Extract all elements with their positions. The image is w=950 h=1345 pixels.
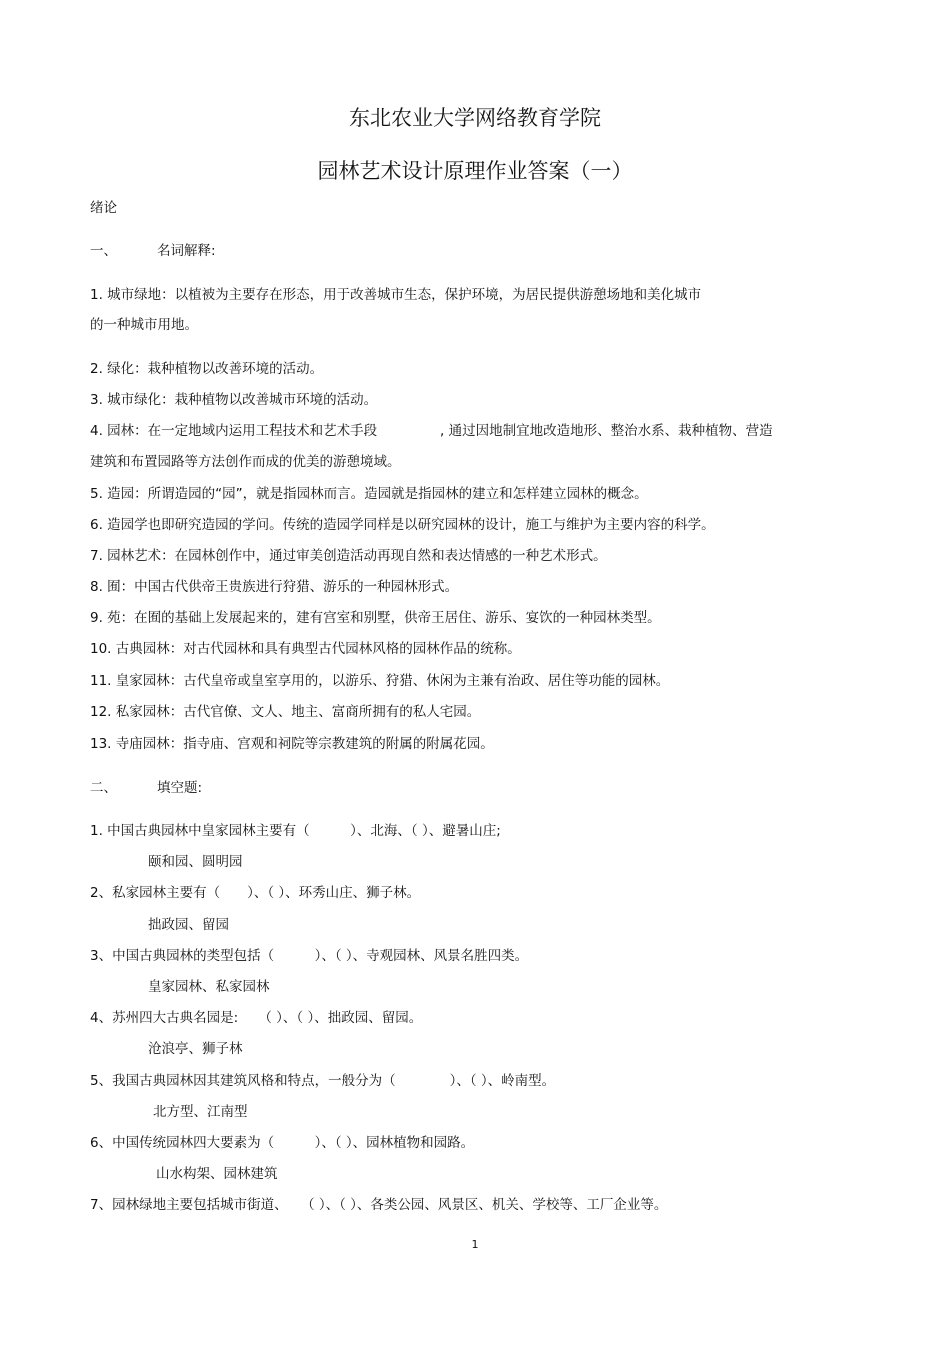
fill-question: 5、我国古典园林因其建筑风格和特点，一般分为（ ）、（ ）、岭南型。 <box>90 1073 556 1089</box>
fill-question: 1. 中国古典园林中皇家园林主要有（ ）、北海、（ ）、避暑山庄; <box>90 823 501 839</box>
fill-question: 4、苏州四大古典名园是: （ ）、（ ）、拙政园、留园。 <box>90 1010 423 1026</box>
term-item: 3. 城市绿化：栽种植物以改善城市环境的活动。 <box>90 392 378 408</box>
fill-answer: 拙政园、留园 <box>148 917 229 933</box>
term-item: 8. 囿：中国古代供帝王贵族进行狩猎、游乐的一种园林形式。 <box>90 579 459 595</box>
term-item: 11. 皇家园林：古代皇帝或皇室享用的，以游乐、狩猎、休闲为主兼有治政、居住等功能的园林。 <box>90 673 670 689</box>
fill-answer: 北方型、江南型 <box>153 1104 248 1120</box>
term-item: 5. 造园：所谓造园的“园”，就是指园林而言。造园就是指园林的建立和怎样建立园林的概念。 <box>90 486 648 502</box>
term-item: 4. 园林：在一定地域内运用工程技术和艺术手段 <box>90 423 378 439</box>
term-item: 的一种城市用地。 <box>90 317 198 333</box>
term-item: 1. 城市绿地：以植被为主要存在形态，用于改善城市生态，保护环境，为居民提供游憩场地和美化城市 <box>90 287 702 303</box>
term-item: 6. 造园学也即研究造园的学问。传统的造园学同样是以研究园林的设计，施工与维护为主要内容的科学。 <box>90 517 715 533</box>
fill-answer: 沧浪亭、狮子林 <box>148 1041 243 1057</box>
fill-question: 2、私家园林主要有（ ）、（ ）、环秀山庄、狮子林。 <box>90 885 421 901</box>
fill-question: 7、园林绿地主要包括城市街道、 （ ）、（ ）、各类公园、风景区、机关、学校等、工厂企业等。 <box>90 1197 668 1213</box>
document-title: 园林艺术设计原理作业答案（一） <box>317 159 633 183</box>
term-item: 12. 私家园林：古代官僚、文人、地主、富商所拥有的私人宅园。 <box>90 704 481 720</box>
term-item: 2. 绿化：栽种植物以改善环境的活动。 <box>90 361 324 377</box>
section2-heading: 填空题: <box>157 780 203 796</box>
term-item: 建筑和布置园路等方法创作而成的优美的游憩境域。 <box>90 454 401 470</box>
fill-answer: 皇家园林、私家园林 <box>148 979 270 995</box>
school-name: 东北农业大学网络教育学院 <box>349 106 601 130</box>
section1-number: 一、 <box>90 243 117 259</box>
fill-question: 3、中国古典园林的类型包括（ ）、（ ）、寺观园林、风景名胜四类。 <box>90 948 529 964</box>
section1-heading: 名词解释: <box>157 243 216 259</box>
section2-number: 二、 <box>90 780 117 796</box>
term-item: 7. 园林艺术：在园林创作中，通过审美创造活动再现自然和表达情感的一种艺术形式。 <box>90 548 607 564</box>
fill-question: 6、中国传统园林四大要素为（ ）、（ ）、园林植物和园路。 <box>90 1135 475 1151</box>
term-item: 10. 古典园林：对古代园林和具有典型古代园林风格的园林作品的统称。 <box>90 641 521 657</box>
term-item: , 通过因地制宜地改造地形、整治水系、栽种植物、营造 <box>440 423 773 439</box>
page-number: 1 <box>471 1238 479 1251</box>
chapter-heading: 绪论 <box>90 200 117 216</box>
term-item: 13. 寺庙园林：指寺庙、宫观和祠院等宗教建筑的附属的附属花园。 <box>90 736 494 752</box>
fill-answer: 颐和园、圆明园 <box>148 854 243 870</box>
term-item: 9. 苑：在囿的基础上发展起来的，建有宫室和别墅，供帝王居住、游乐、宴饮的一种园林类型。 <box>90 610 661 626</box>
fill-answer: 山水构架、园林建筑 <box>156 1166 278 1182</box>
